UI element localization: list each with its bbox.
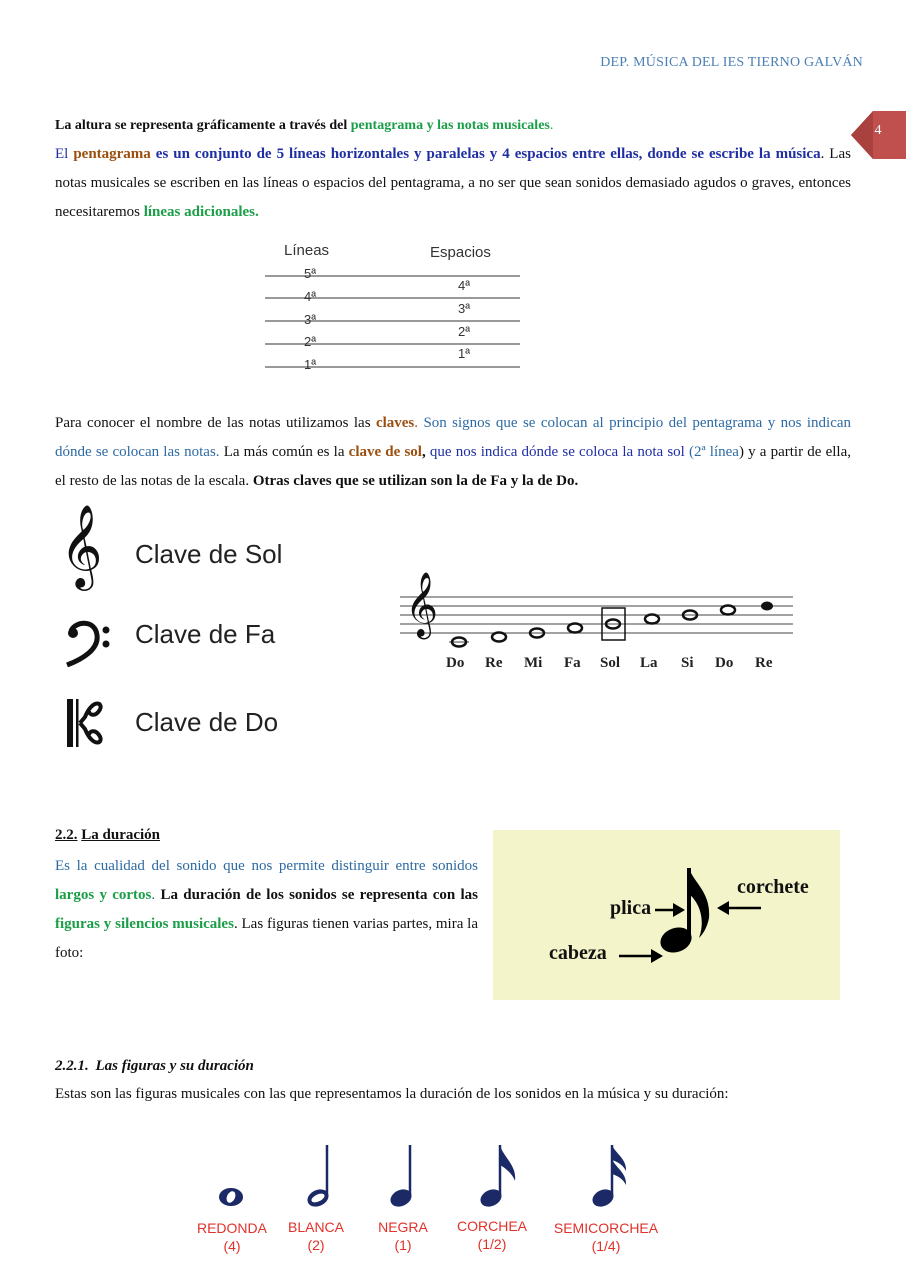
page-number-tab [851, 111, 906, 159]
figure-label-redonda [189, 1219, 275, 1255]
note-la [645, 615, 659, 624]
highlight-largos-cortos: largos y cortos [55, 887, 152, 903]
intro-line-1 [55, 111, 851, 140]
claves-text-c: . [414, 415, 424, 431]
figure-name: NEGRA [378, 1219, 428, 1235]
figuras-intro: Estas son las figuras musicales con las que representamos la duración de los sonidos en la música y su duración: [55, 1086, 729, 1102]
document-header: DEP. MÚSICA DEL IES TIERNO GALVÁN [600, 55, 863, 70]
alto-clef-icon [65, 697, 105, 749]
espacios-title: Espacios [430, 244, 491, 261]
blanca-figure [305, 1145, 332, 1210]
figure-value: (2) [307, 1237, 325, 1253]
duracion-text-c: . [151, 887, 161, 903]
figure-value: (1/2) [477, 1236, 507, 1252]
redonda-figure [219, 1188, 243, 1206]
figures-svg [185, 1135, 675, 1220]
scale-note-label: Re [755, 655, 773, 671]
claves-text-a: Para conocer el nombre de las notas utilizamos las [55, 415, 376, 431]
clave-sol-explanation: que nos indica dónde se coloca la nota sol [429, 444, 685, 460]
intro-paragraph [55, 111, 851, 227]
duracion-paragraph [55, 852, 478, 968]
figure-value: (1) [394, 1237, 412, 1253]
note-parts-image [493, 830, 840, 1000]
note-do-ledger [449, 638, 469, 647]
otras-claves: Otras claves que se utilizan son la de Fa y la de Do. [252, 473, 579, 489]
note-fa [568, 624, 582, 633]
scale-staff-svg [395, 572, 795, 725]
segunda-linea: (2ª línea [684, 444, 739, 460]
claves-text-j: ) y a partir de ella, el resto de las notas de la escala. [55, 444, 851, 489]
negra-figure [388, 1145, 415, 1210]
note-re [492, 633, 506, 642]
linea-3: 3ª [304, 312, 317, 327]
figure-name: CORCHEA [456, 1218, 527, 1234]
figure-name: SEMICORCHEA [553, 1220, 659, 1236]
linea-4: 4ª [304, 289, 317, 304]
clave-do-label: Clave de Do [135, 707, 279, 737]
clefs-image [55, 505, 355, 755]
figure-name: BLANCA [287, 1219, 345, 1235]
scale-note-label: Re [485, 655, 503, 671]
page-number: 4 [874, 123, 882, 138]
highlight-lineas-adicionales: líneas adicionales [143, 204, 255, 220]
scale-note-label: Mi [524, 655, 543, 671]
scale-note-label: Sol [600, 655, 621, 671]
espacio-3: 3ª [458, 301, 471, 316]
duracion-title: La duración [81, 827, 161, 843]
claves-paragraph [55, 409, 851, 496]
espacio-4: 4ª [458, 278, 471, 293]
espacio-1: 1ª [458, 346, 471, 361]
duracion-text-f: . Las figuras tienen varias partes, mira la foto: [55, 916, 479, 961]
corchea-figure [478, 1145, 516, 1210]
scale-note-label: Fa [564, 655, 581, 671]
scale-note-label: Do [446, 655, 465, 671]
clave-fa-label: Clave de Fa [135, 619, 276, 649]
figure-value: (4) [223, 1238, 241, 1254]
figure-label-blanca [281, 1218, 351, 1254]
corchete-label: corchete [737, 876, 809, 898]
intro-line-2 [55, 140, 851, 227]
intro-period: . [549, 118, 554, 133]
figure-label-semicorchea [545, 1219, 667, 1255]
note-re-high [761, 602, 773, 611]
highlight-pentagrama: pentagrama [73, 146, 151, 162]
espacio-2: 2ª [458, 324, 471, 339]
figure-label-corchea [451, 1217, 533, 1253]
intro-el: El [55, 146, 74, 162]
cabeza-label: cabeza [549, 942, 607, 964]
plica-label: plica [610, 897, 652, 919]
figure-label-negra [369, 1218, 437, 1254]
bass-clef-icon [63, 617, 113, 667]
scale-note-label: Do [715, 655, 734, 671]
intro-end-period: . [254, 204, 259, 220]
semicorchea-figure [590, 1145, 626, 1210]
scale-note-label: La [640, 655, 658, 671]
figure-name: REDONDA [196, 1220, 267, 1236]
duracion-number: 2.2. [55, 827, 78, 843]
figuras-heading [55, 1058, 254, 1075]
highlight-pentagrama-notas: pentagrama y las notas musicales [350, 118, 550, 133]
linea-5: 5ª [304, 266, 317, 281]
lineas-title: Líneas [284, 242, 330, 259]
figuras-title: Las figuras y su duración [95, 1058, 254, 1074]
figure-value: (1/4) [591, 1238, 621, 1254]
duracion-text-a: Es la cualidad del sonido que nos permite distinguir entre sonidos [55, 858, 478, 874]
clave-sol-label: Clave de Sol [135, 539, 283, 569]
figures-image [185, 1135, 675, 1265]
scale-note-label: Si [681, 655, 694, 671]
claves-text-e: La más común es la [219, 444, 349, 460]
scale-treble-clef-icon: 𝄞 [405, 572, 439, 637]
highlight-clave-de-sol: clave de sol [348, 444, 422, 460]
claves-definition: Son signos que se colocan al principio del pentagrama y nos indican dónde se colocan las notas. [55, 415, 852, 460]
treble-clef-icon: 𝄞 [60, 503, 103, 587]
pentagrama-definition: es un conjunto de 5 líneas horizontales y paralelas y 4 espacios entre ellas, donde se escribe la música [150, 146, 821, 162]
linea-2: 2ª [304, 334, 317, 349]
intro-text: La altura se representa gráficamente a través del [55, 118, 351, 133]
duracion-heading [55, 827, 160, 844]
highlight-claves: claves [375, 415, 415, 431]
note-parts-svg [493, 830, 840, 1000]
claves-comma: , [421, 444, 430, 460]
highlight-figuras-silencios: figuras y silencios musicales [55, 916, 234, 932]
note-do-high [721, 606, 735, 615]
scale-image [395, 572, 795, 725]
staff-lines-spaces-diagram [262, 238, 524, 378]
intro-body-text: . Las notas musicales se escriben en las líneas o espacios del pentagrama, a no ser que sean sonidos demasiado agudos o graves, entonces necesitaremos [55, 146, 851, 220]
linea-1: 1ª [304, 357, 317, 372]
figuras-number: 2.2.1. [55, 1058, 89, 1074]
duracion-text-d: La duración de los sonidos se representa con las [160, 887, 479, 903]
